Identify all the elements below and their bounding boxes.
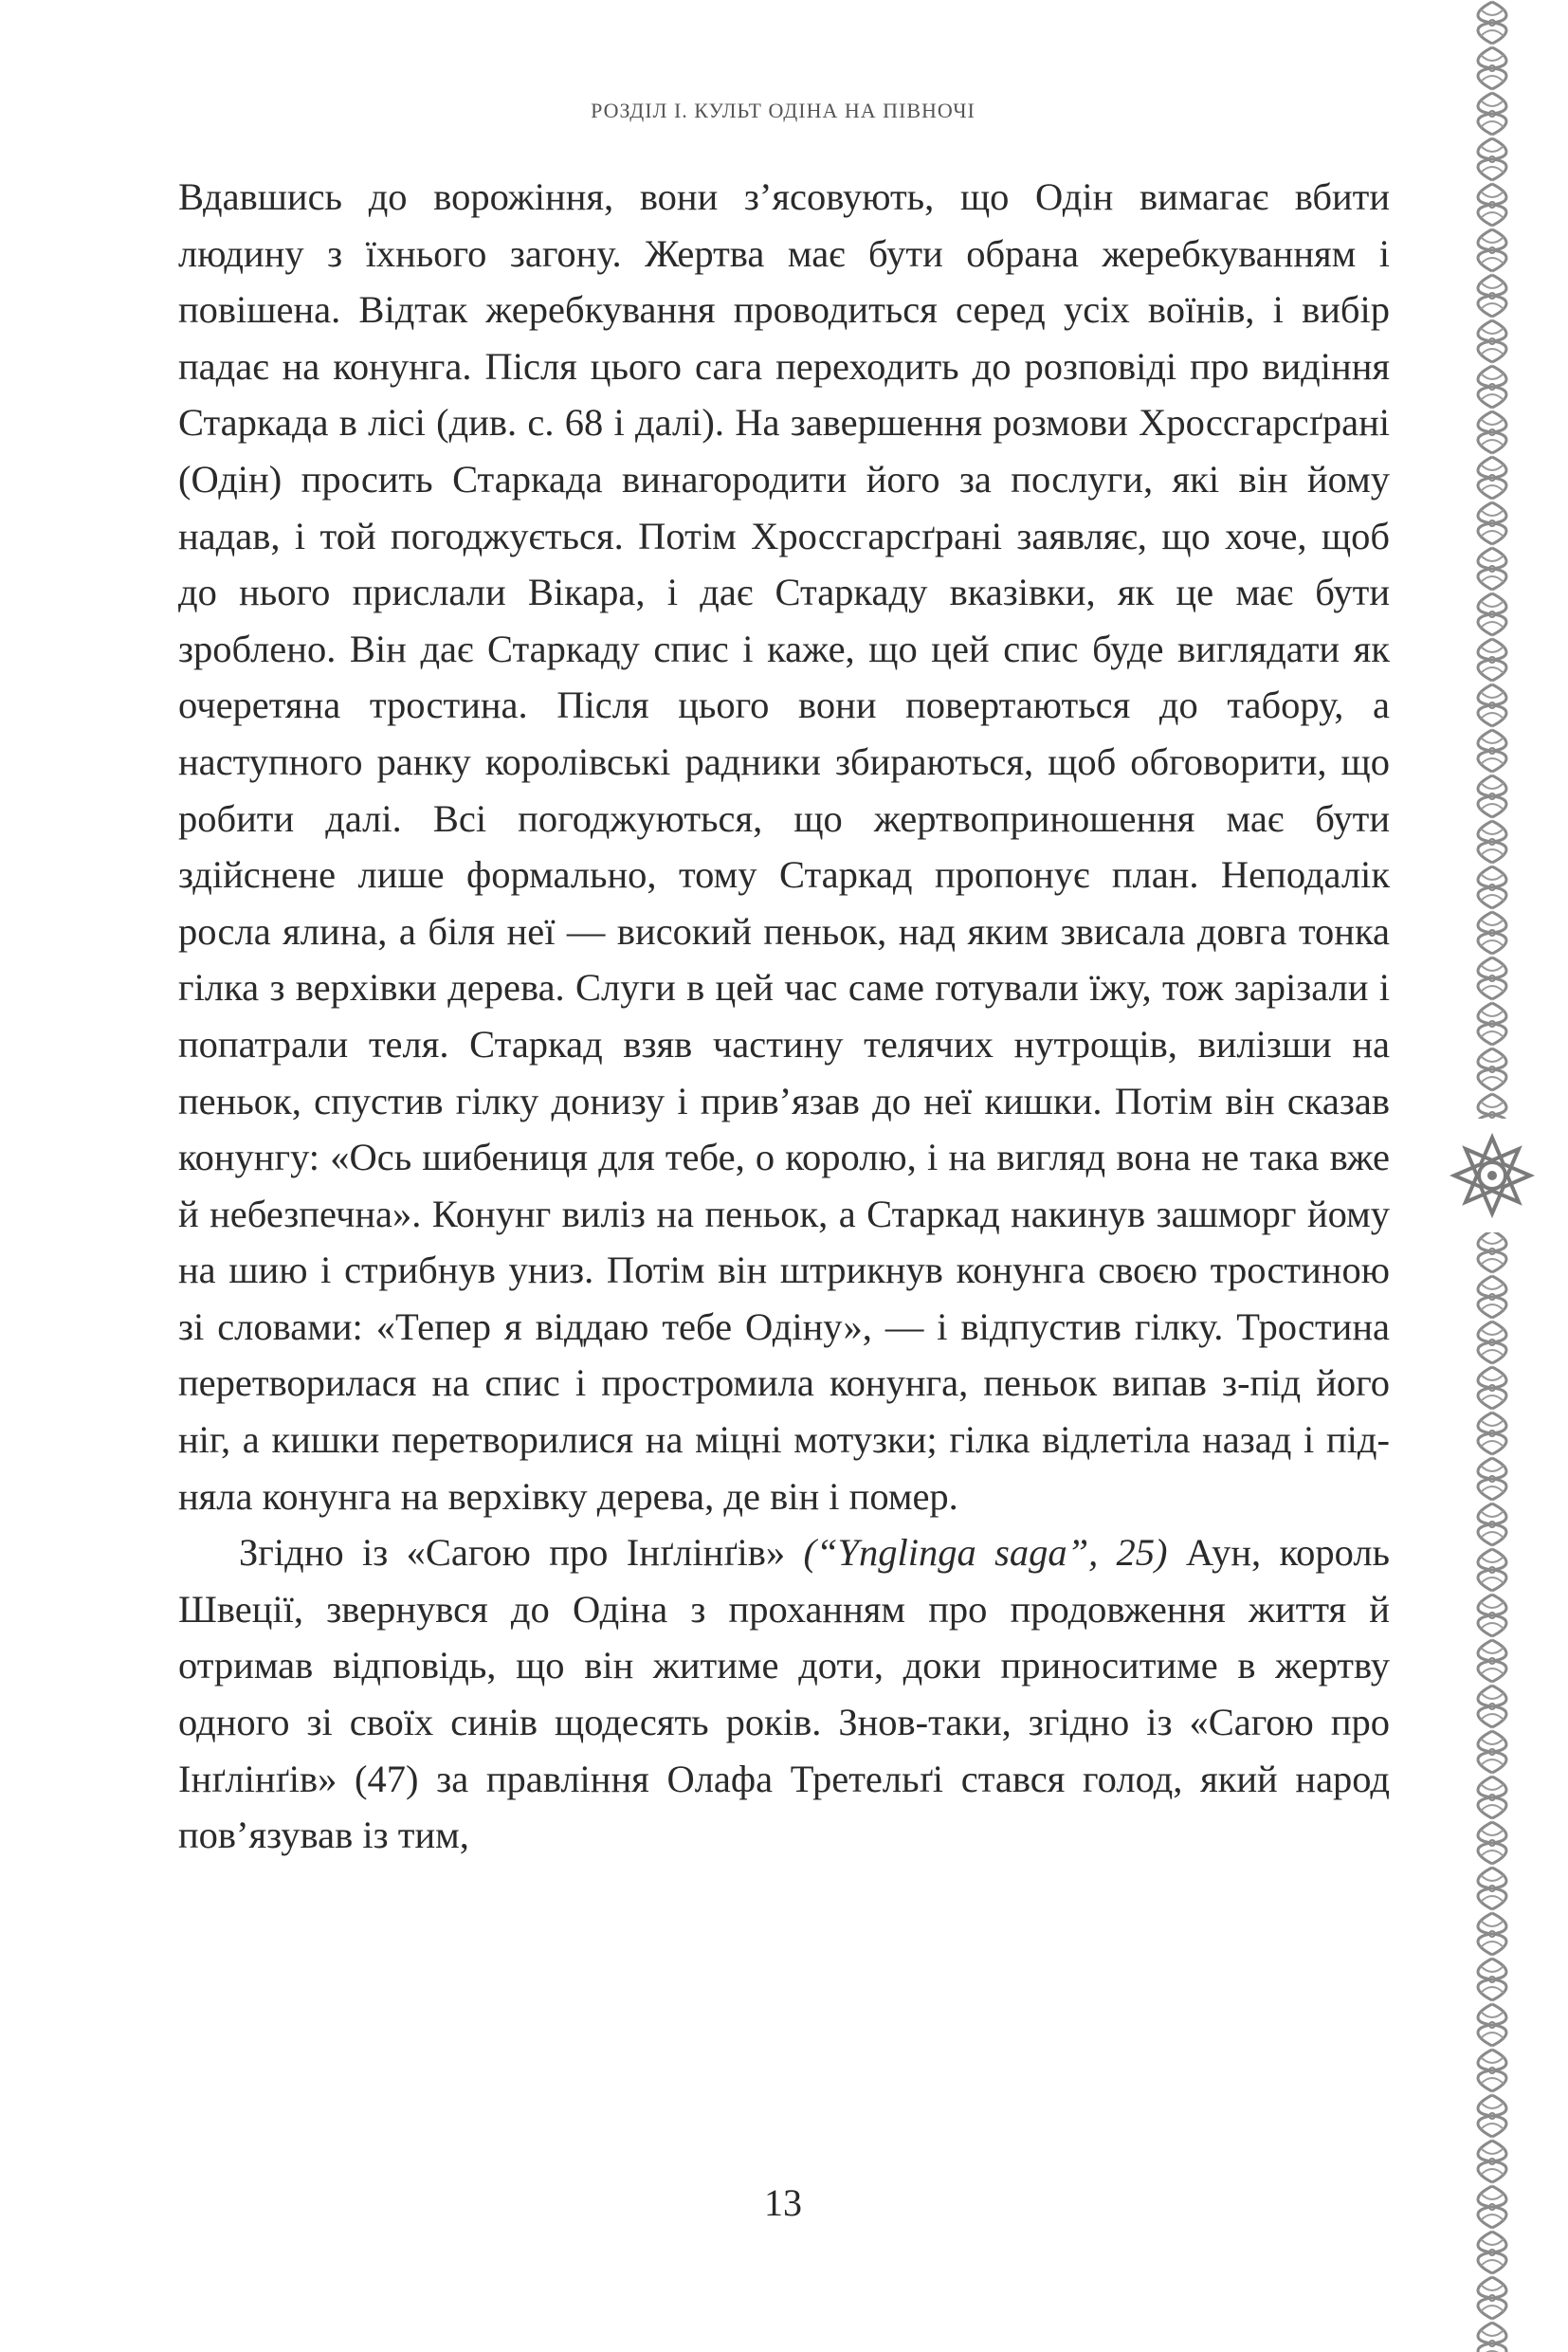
running-head: РОЗДІЛ І. КУЛЬТ ОДІНА НА ПІВНОЧІ <box>591 99 975 122</box>
celtic-knot-border-icon <box>1445 0 1540 2352</box>
paragraph-2-citation: (“Ynglinga saga”, 25) <box>803 1531 1168 1575</box>
page-number: 13 <box>764 2181 802 2224</box>
paragraph-2 <box>178 1524 1390 1864</box>
body-text <box>178 169 1390 1864</box>
paragraph-2-start: Згідно із «Сагою про Інґлінґів» <box>239 1531 804 1575</box>
paragraph-1: Вдавшись до ворожіння, вони з’ясовують, що Одін вимагає вбити людину з їхнього загону. Жертва має бути обрана жеребкуванням і повішена. Відтак жеребкування проводиться серед усіх воїнів, і вибір падає на конунга. Після цього сага переходить до розповіді про видіння Старкада в лісі (див. с. 68 і далі). На завершення розмови Хроссгарсґрані (Одін) просить Старкада винагородити його за послуги, які він йому надав, і той погоджується. Потім Хроссгарсґрані заявляє, що хоче, щоб до нього прислали Вікара, і дає Старкаду вказівки, як це має бути зроблено. Він дає Старкаду спис і каже, що цей спис буде виглядати як очеретяна тростина. Після цього вони повертаються до табору, а наступного ранку королівські радники збираються, щоб обговорити, що робити далі. Всі погоджуються, що жертвоприношення має бути здійснене лише формально, тому Старкад пропонує план. Неподалік росла ялина, а біля неї — високий пеньок, над яким звисала довга тонка гілка з верхівки дерева. Слуги в цей час саме готували їжу, тож зарізали і попатрали теля. Старкад взяв частину телячих нутрощів, вилізши на пеньок, спустив гілку донизу і прив’язав до неї кишки. Потім він сказав конунгу: «Ось шибениця для тебе, о королю, і на вигляд вона не така вже й небезпечна». Конунг виліз на пеньок, а Старкад накинув зашморг йому на шию і стрибнув униз. Потім він штрикнув конунга своєю тростиною зі словами: «Тепер я віддаю тебе Одіну», — і відпустив гілку. Тростина перетворилася на спис і простромила конунга, пеньок випав з-під його ніг, а кишки перетворилися на міцні мотузки; гілка відлетіла назад і підняла конунга на верхівку дерева, де він і помер. <box>178 175 1390 1518</box>
paragraph-2-rest: Аун, король Швеції, звернувся до Одіна з проханням про продовження життя й отримав відповідь, що він житиме доти, доки приноситиме в жертву одного зі своїх синів щодесять років. Знов-таки, згідно із «Сагою про Інґлінґів» (47) за правління Олафа Третельґі стався голод, який народ пов’язував із тим, <box>178 1531 1390 1857</box>
medallion-knot-icon <box>1449 1132 1536 1219</box>
